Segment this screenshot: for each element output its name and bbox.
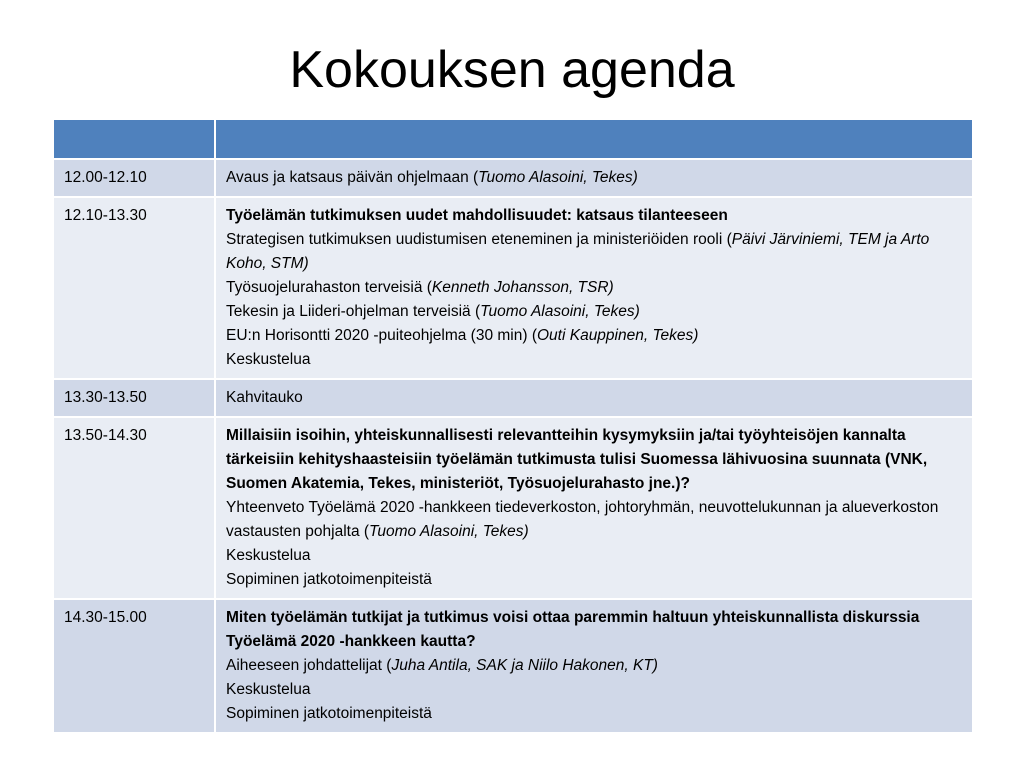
line-text: Yhteenveto Työelämä 2020 -hankkeen tiedeverkoston, johtoryhmän, neuvottelukunnan ja alueverkoston vastausten pohjalta ( <box>226 499 939 540</box>
presenter-text: Tuomo Alasoini, Tekes) <box>369 523 529 540</box>
line-text: Strategisen tutkimuksen uudistumisen eteneminen ja ministeriöiden rooli ( <box>226 231 732 248</box>
content-cell <box>215 379 973 417</box>
agenda-line: Sopiminen jatkotoimenpiteistä <box>226 571 432 588</box>
table-header-row <box>53 119 973 159</box>
agenda-line: Keskustelua <box>226 351 311 368</box>
content-cell <box>215 197 973 379</box>
presenter-text: Outi Kauppinen, Tekes) <box>537 327 699 344</box>
time-cell: 12.00-12.10 <box>53 159 215 197</box>
time-cell: 13.30-13.50 <box>53 379 215 417</box>
agenda-heading: Työelämän tutkimuksen uudet mahdollisuudet: katsaus tilanteeseen <box>226 207 728 224</box>
time-cell: 13.50-14.30 <box>53 417 215 599</box>
agenda-heading: Miten työelämän tutkijat ja tutkimus voisi ottaa paremmin haltuun yhteiskunnallista diskurssia Työelämä 2020 -hankkeen kautta? <box>226 609 920 650</box>
content-cell <box>215 599 973 733</box>
agenda-line <box>226 654 962 678</box>
agenda-line <box>226 276 962 300</box>
agenda-line: Keskustelua <box>226 547 311 564</box>
presenter-text: Juha Antila, SAK ja Niilo Hakonen, KT) <box>391 657 658 674</box>
agenda-line <box>226 166 962 190</box>
line-text: Aiheeseen johdattelijat ( <box>226 657 392 674</box>
agenda-line: Keskustelua <box>226 681 311 698</box>
table-row <box>53 599 973 733</box>
agenda-line <box>226 496 962 544</box>
agenda-table <box>52 118 974 734</box>
line-text: Työsuojelurahaston terveisiä ( <box>226 279 432 296</box>
table-row <box>53 417 973 599</box>
line-text: EU:n Horisontti 2020 -puiteohjelma (30 min) ( <box>226 327 537 344</box>
header-cell-content <box>215 119 973 159</box>
table-row <box>53 379 973 417</box>
table-row <box>53 197 973 379</box>
agenda-line <box>226 228 962 276</box>
presenter-text: Päivi Järviniemi, TEM ja Arto Koho, STM) <box>226 231 930 272</box>
page-title: Kokouksen agenda <box>289 41 735 99</box>
presenter-text: Tuomo Alasoini, Tekes) <box>480 303 640 320</box>
content-cell <box>215 417 973 599</box>
agenda-heading: Millaisiin isoihin, yhteiskunnallisesti relevantteihin kysymyksiin ja/tai työyhteisöjen kannalta tärkeisiin kehityshaasteisiin työelämän tutkimusta tulisi Suomessa lähivuosina suunnata (VNK, Suomen Akatemia, Tekes, ministeriöt, Työsuojelurahasto jne.)? <box>226 427 928 492</box>
time-cell: 12.10-13.30 <box>53 197 215 379</box>
line-text: Tekesin ja Liideri-ohjelman terveisiä ( <box>226 303 481 320</box>
agenda-line: Sopiminen jatkotoimenpiteistä <box>226 705 432 722</box>
agenda-line <box>226 324 962 348</box>
line-text: Avaus ja katsaus päivän ohjelmaan ( <box>226 169 479 186</box>
agenda-line: Kahvitauko <box>226 389 303 406</box>
table-row <box>53 159 973 197</box>
agenda-line <box>226 300 962 324</box>
content-cell <box>215 159 973 197</box>
time-cell: 14.30-15.00 <box>53 599 215 733</box>
presenter-text: Kenneth Johansson, TSR) <box>431 279 614 296</box>
presenter-text: Tuomo Alasoini, Tekes) <box>478 169 638 186</box>
header-cell-time <box>53 119 215 159</box>
